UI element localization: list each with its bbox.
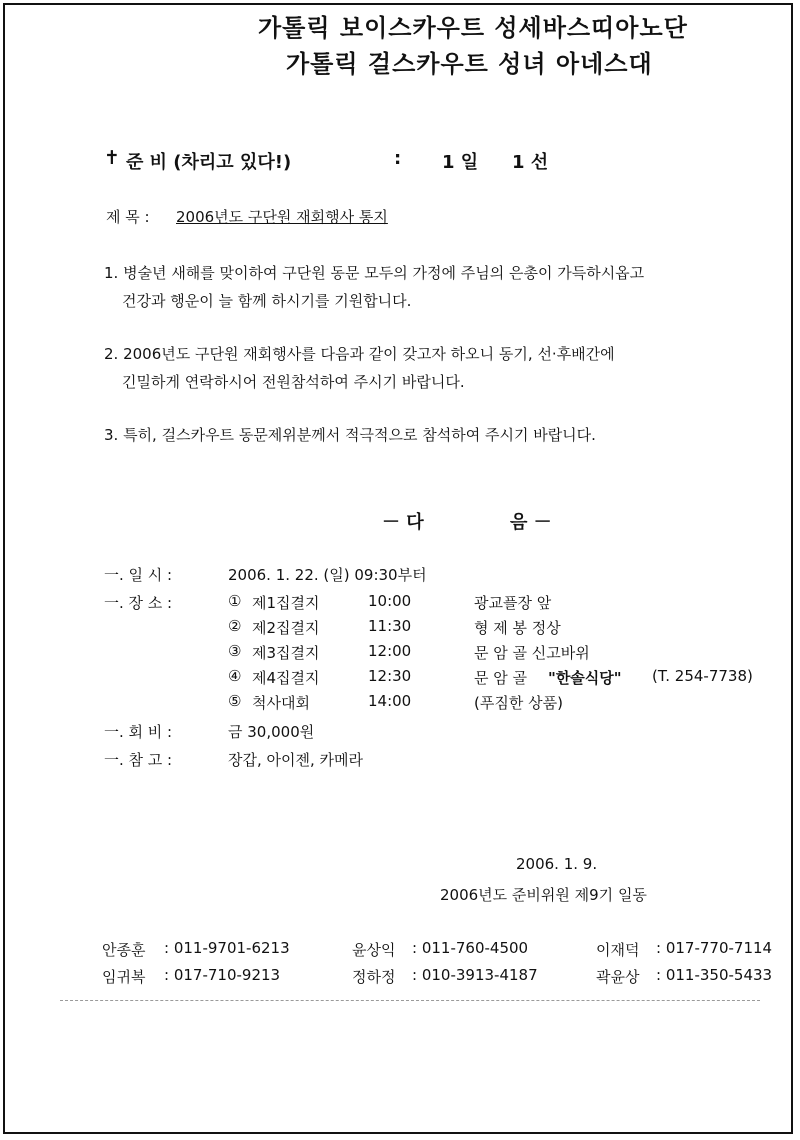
paragraph-3: 3. 특히, 걸스카우트 동문제위분께서 적극적으로 참석하여 주시기 바랍니다. bbox=[104, 426, 596, 444]
place-4-name: 제4집결지 bbox=[252, 669, 320, 687]
contact-name: 정하정 bbox=[352, 968, 396, 986]
place-3-num: ③ bbox=[228, 642, 242, 660]
place-5-time: 14:00 bbox=[368, 692, 412, 710]
notice-heading-left: － 다 bbox=[382, 512, 424, 533]
place-3-location: 문 암 골 신고바위 bbox=[474, 644, 590, 662]
place-4-restaurant: "한솔식당" bbox=[548, 669, 622, 687]
contact-name: 안종훈 bbox=[102, 941, 146, 959]
place-4-time: 12:30 bbox=[368, 667, 412, 685]
place-4-location: 문 암 골 bbox=[474, 669, 528, 687]
place-3-time: 12:00 bbox=[368, 642, 412, 660]
place-2-time: 11:30 bbox=[368, 617, 412, 635]
place-label: 一. 장 소 : bbox=[104, 594, 173, 612]
place-1-num: ① bbox=[228, 592, 242, 610]
place-2-location: 형 제 봉 정상 bbox=[474, 619, 561, 637]
datetime-label: 一. 일 시 : bbox=[104, 566, 173, 584]
notes-label: 一. 참 고 : bbox=[104, 751, 173, 769]
contact-name: 이재덕 bbox=[596, 941, 640, 959]
title-line-2: 가톨릭 걸스카우트 성녀 아네스대 bbox=[286, 50, 653, 78]
paragraph-1-line-1: 1. 병술년 새해를 맞이하여 구단원 동문 모두의 가정에 주님의 은총이 가득하시옵고 bbox=[104, 264, 645, 282]
place-2-num: ② bbox=[228, 617, 242, 635]
scan-artifact-line bbox=[60, 1000, 760, 1001]
motto-part-2: 1 선 bbox=[512, 152, 549, 173]
subject-value: 2006년도 구단원 재회행사 통지 bbox=[176, 208, 388, 226]
motto-text: 준 비 (차리고 있다!) bbox=[126, 152, 292, 173]
subject-label: 제 목 : bbox=[106, 208, 150, 226]
contact-name: 윤상익 bbox=[352, 941, 396, 959]
notes-value: 장갑, 아이젠, 카메라 bbox=[228, 751, 363, 769]
place-2-name: 제2집결지 bbox=[252, 619, 320, 637]
place-5-name: 척사대회 bbox=[252, 694, 310, 712]
signature-date: 2006. 1. 9. bbox=[516, 855, 598, 873]
place-3-name: 제3집결지 bbox=[252, 644, 320, 662]
cross-icon: ✝ bbox=[104, 147, 120, 169]
contact-phone: : 011-760-4500 bbox=[412, 939, 529, 957]
paragraph-2-line-1: 2. 2006년도 구단원 재회행사를 다음과 같이 갖고자 하오니 동기, 선·후배간에 bbox=[104, 345, 615, 363]
place-1-location: 광교플장 앞 bbox=[474, 594, 552, 612]
paragraph-2-line-2: 긴밀하게 연락하시어 전원참석하여 주시기 바랍니다. bbox=[122, 373, 465, 391]
motto-part-1: 1 일 bbox=[442, 152, 479, 173]
notice-heading-right: 음 － bbox=[510, 512, 552, 533]
contact-phone: : 010-3913-4187 bbox=[412, 966, 538, 984]
paragraph-1-line-2: 건강과 행운이 늘 함께 하시기를 기원합니다. bbox=[122, 292, 412, 310]
contact-name: 곽윤상 bbox=[596, 968, 640, 986]
datetime-value: 2006. 1. 22. (일) 09:30부터 bbox=[228, 566, 427, 584]
fee-value: 금 30,000원 bbox=[228, 723, 315, 741]
place-4-phone: (T. 254-7738) bbox=[652, 667, 753, 685]
place-5-num: ⑤ bbox=[228, 692, 242, 710]
motto-colon: : bbox=[394, 148, 402, 169]
place-4-num: ④ bbox=[228, 667, 242, 685]
title-line-1: 가톨릭 보이스카우트 성세바스띠아노단 bbox=[258, 14, 688, 42]
contact-phone: : 017-710-9213 bbox=[164, 966, 281, 984]
place-1-name: 제1집결지 bbox=[252, 594, 320, 612]
signature-committee: 2006년도 준비위원 제9기 일동 bbox=[440, 886, 647, 904]
place-1-time: 10:00 bbox=[368, 592, 412, 610]
place-5-location: (푸짐한 상품) bbox=[474, 694, 563, 712]
contact-name: 임귀복 bbox=[102, 968, 146, 986]
contact-phone: : 011-9701-6213 bbox=[164, 939, 290, 957]
contact-phone: : 017-770-7114 bbox=[656, 939, 773, 957]
contact-phone: : 011-350-5433 bbox=[656, 966, 773, 984]
fee-label: 一. 회 비 : bbox=[104, 723, 173, 741]
